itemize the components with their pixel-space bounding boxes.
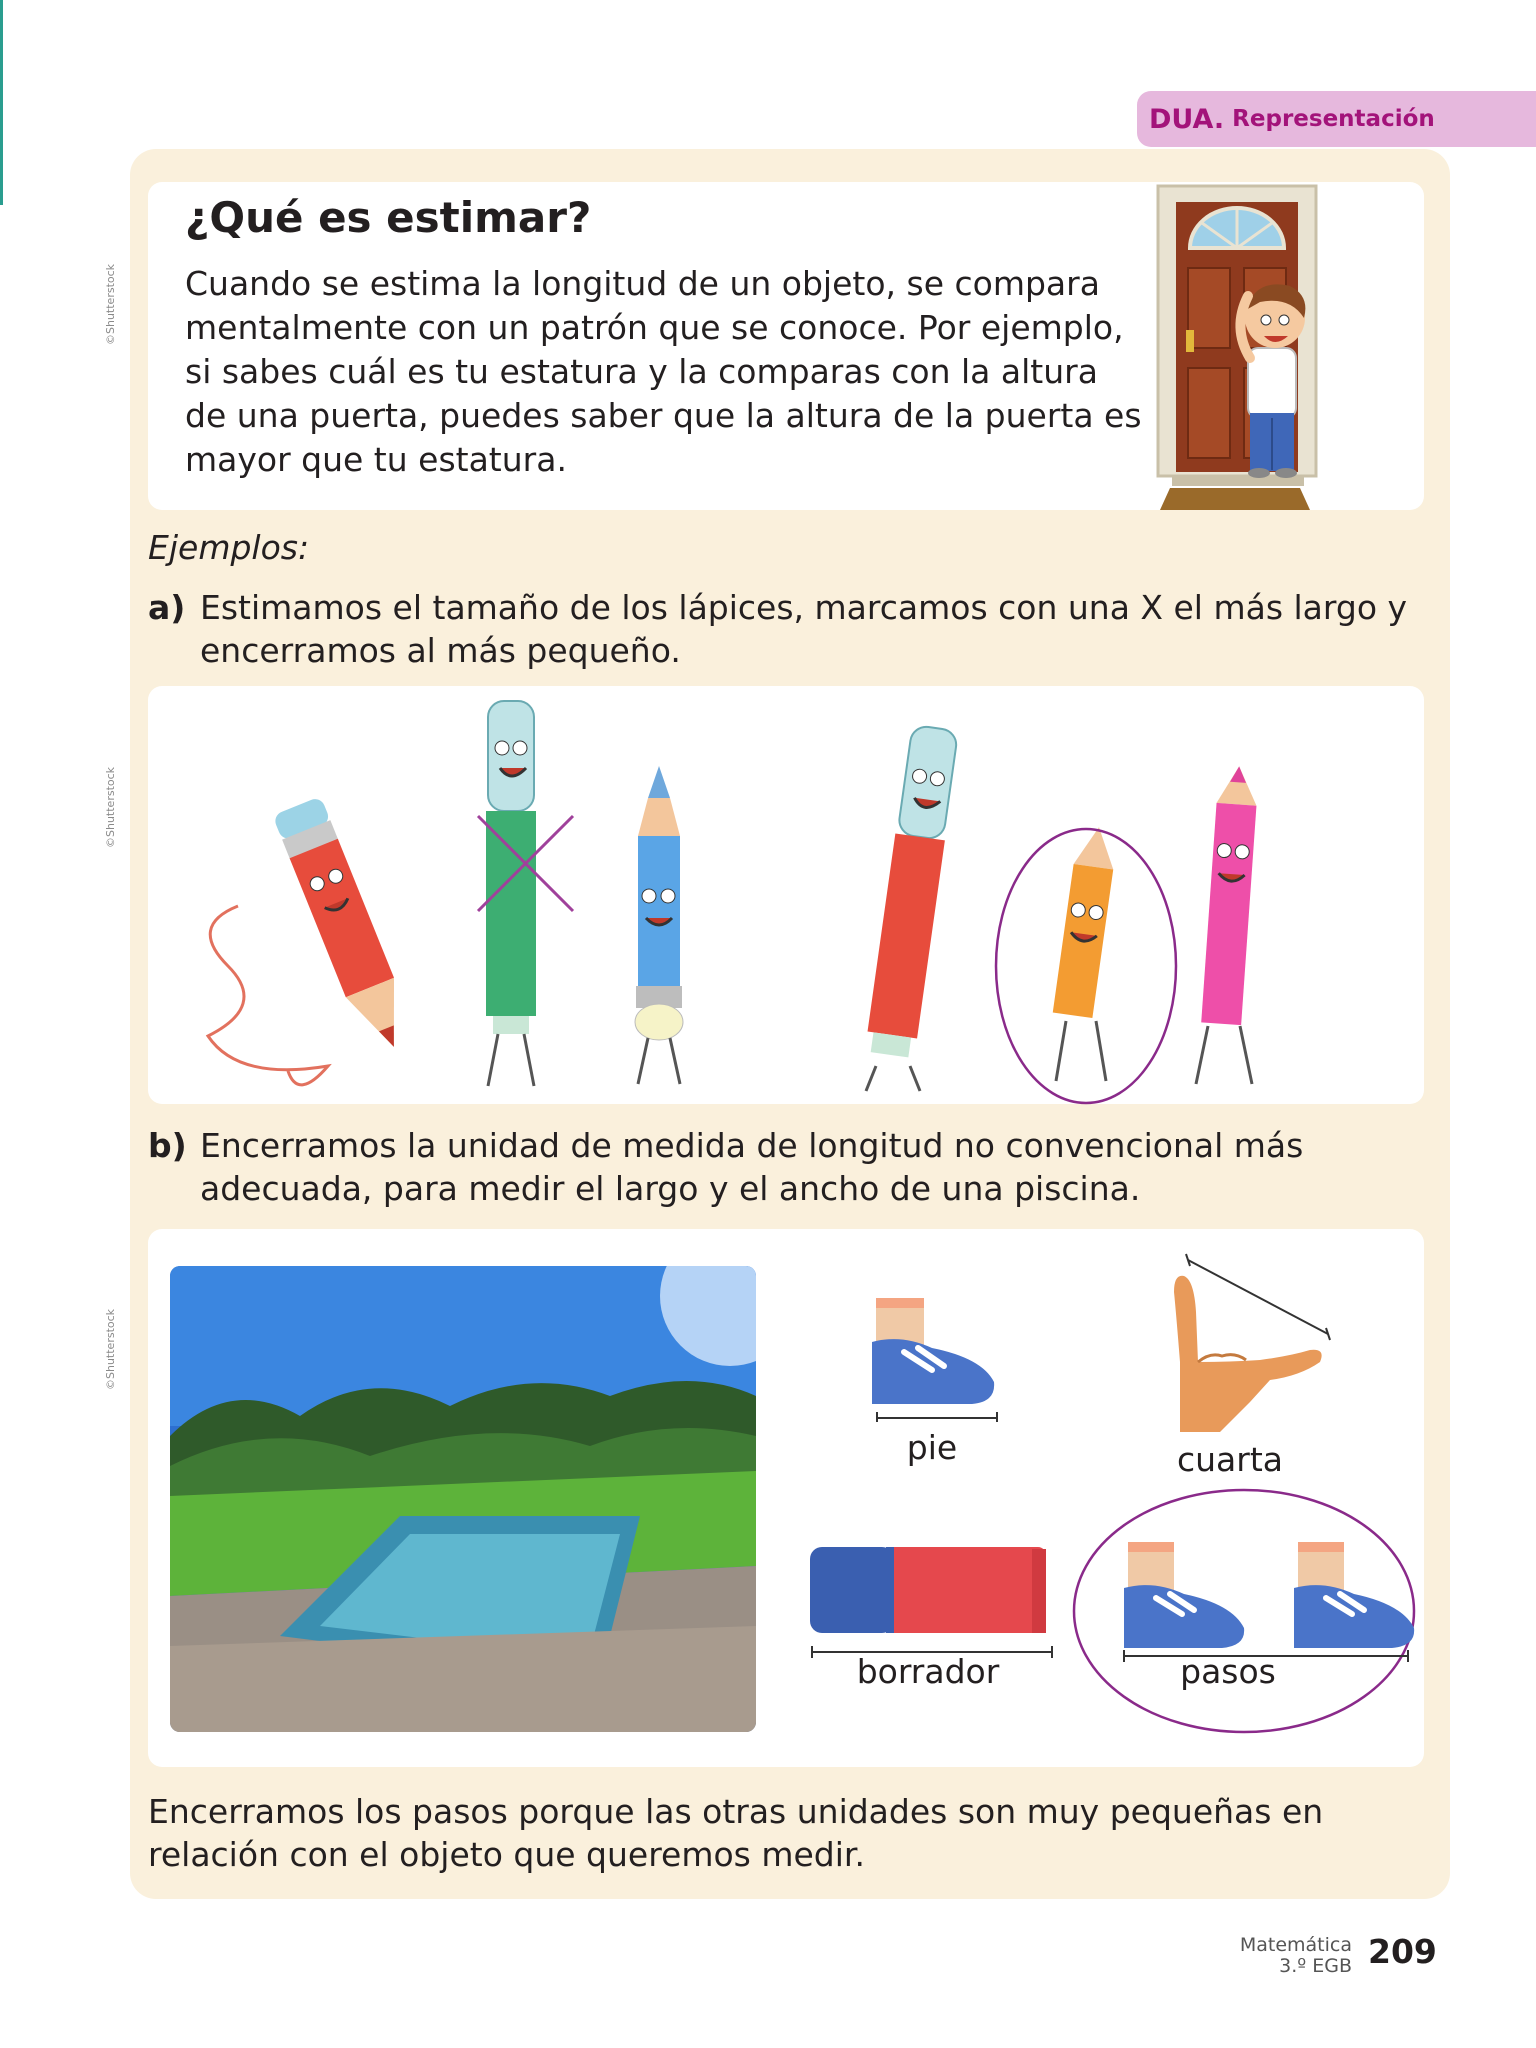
- foot-icon: [862, 1292, 1012, 1422]
- page-number: 209: [1368, 1932, 1437, 1971]
- image-credit: ©Shutterstock: [104, 766, 117, 848]
- footer-grade: 3.º EGB: [1279, 1955, 1352, 1977]
- conclusion-text: Encerramos los pasos porque las otras unidades son muy pequeñas en relación con el objeto que queremos medir.: [148, 1792, 1324, 1874]
- example-a-text: Estimamos el tamaño de los lápices, marcamos con una X el más largo y encerramos al más pequeño.: [200, 588, 1408, 670]
- red-pencil: [272, 796, 418, 1057]
- unit-label-pasos: pasos: [1180, 1652, 1276, 1691]
- section-title: ¿Qué es estimar?: [185, 193, 592, 242]
- unit-label-borrador: borrador: [856, 1652, 1000, 1691]
- pink-pencil: [1201, 765, 1259, 1025]
- steps-icon: [1072, 1488, 1416, 1734]
- examples-label: Ejemplos:: [148, 528, 310, 567]
- pencils-illustration: [148, 686, 1424, 1104]
- unit-label-cuarta: cuarta: [1176, 1440, 1283, 1479]
- example-a: [148, 586, 1438, 672]
- blue-pencil: [635, 766, 683, 1084]
- example-b: [148, 1124, 1438, 1210]
- dua-tab: [1137, 91, 1536, 147]
- hand-span-icon: [1140, 1252, 1340, 1432]
- image-credit: ©Shutterstock: [104, 263, 117, 345]
- footer-subject: Matemática: [1239, 1934, 1352, 1956]
- dua-category: Representación: [1232, 106, 1435, 132]
- image-credit: ©Shutterstock: [104, 1308, 117, 1390]
- definition-text: Cuando se estima la longitud de un objeto, se compara mentalmente con un patrón que se conoce. Por ejemplo, si sabes cuál es tu estatura y la comparas con la altura de una puerta, puedes saber que la altura de la puerta es mayor que tu estatura.: [185, 264, 1142, 479]
- example-a-letter: a): [148, 588, 186, 627]
- dua-label: DUA.: [1149, 103, 1225, 135]
- pool-photo: [170, 1266, 756, 1732]
- door-boy-illustration: [1150, 178, 1330, 513]
- example-b-text: Encerramos la unidad de medida de longitud no convencional más adecuada, para medir el largo y el ancho de una piscina.: [200, 1126, 1304, 1208]
- unit-label-pie: pie: [906, 1428, 958, 1467]
- eraser-icon: [808, 1545, 1058, 1660]
- left-edge-rule: [0, 0, 3, 205]
- red-marker: [865, 725, 960, 1059]
- example-b-letter: b): [148, 1126, 187, 1165]
- footer-subject-block: [1200, 1935, 1352, 1977]
- orange-pencil: [1053, 824, 1119, 1018]
